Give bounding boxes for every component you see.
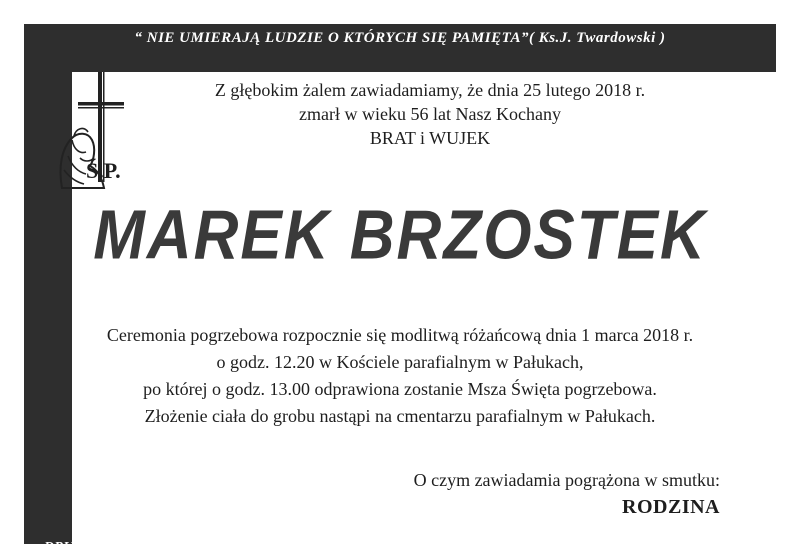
family-signature: RODZINA <box>622 496 720 518</box>
printer-contact: R.Żurawski tel. 023 672 14 88, 662 198 820 <box>207 540 457 555</box>
printer-footer <box>44 540 471 556</box>
deceased-name: MAREK BRZOSTEK <box>93 196 707 275</box>
intro-line-2: zmarł w wieku 56 lat Nasz Kochany <box>299 104 561 124</box>
ceremony-line-1: Ceremonia pogrzebowa rozpocznie się modlitwą różańcową dnia 1 marca 2018 r. <box>106 325 694 345</box>
announcement-intro <box>150 78 710 150</box>
closing-note: O czym zawiadamia pogrążona w smutku: <box>413 470 720 490</box>
ceremony-line-3: po której o godz. 13.00 odprawiona zostanie Msza Święta pogrzebowa. <box>143 379 657 399</box>
memory-prefix: Ś.P. <box>86 158 121 183</box>
motto-quote: “ NIE UMIERAJĄ LUDZIE O KTÓRYCH SIĘ PAMIĘTA” <box>134 30 529 46</box>
intro-line-1: Z głębokim żalem zawiadamiamy, że dnia 25 lutego 2018 r. <box>214 80 646 100</box>
motto-author: ( Ks.J. Twardowski ) <box>528 30 666 46</box>
motto-line <box>0 30 800 47</box>
ceremony-line-2: o godz. 12.20 w Kościele parafialnym w Pałukach, <box>216 352 584 372</box>
ceremony-line-4: Złożenie ciała do grobu nastąpi na cmentarzu parafialnym w Pałukach. <box>144 406 656 426</box>
printer-name: DRUK: Z.U.P. "HADES" <box>44 540 194 555</box>
intro-line-3: BRAT i WUJEK <box>369 128 491 148</box>
ceremony-details <box>60 322 740 430</box>
